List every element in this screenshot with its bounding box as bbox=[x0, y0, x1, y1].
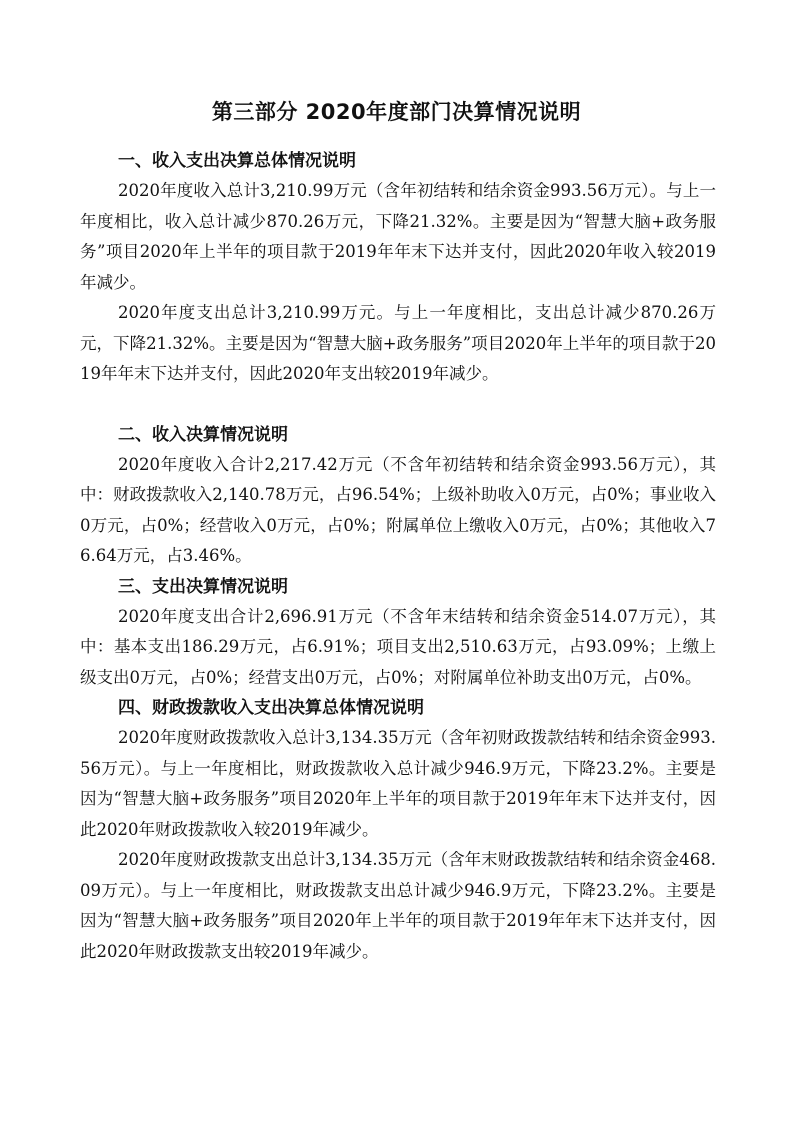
section-heading: 四、财政拨款收入支出决算总体情况说明 bbox=[118, 698, 424, 718]
paragraph: 2020年度财政拨款收入总计3,134.35万元（含年初财政拨款结转和结余资金993.56万元）。与上一年度相比，财政拨款收入总计减少946.9万元，下降23.2%。主要是因为“智慧大脑+政务服务”项目2020年上半年的项目款于2019年年末下达并支付，因此2020年财政拨款收入较2019年减少。 bbox=[80, 728, 716, 839]
section-expenditure bbox=[80, 572, 716, 694]
section-heading: 二、收入决算情况说明 bbox=[118, 424, 288, 445]
document-body bbox=[80, 146, 716, 967]
paragraph: 2020年度支出合计2,696.91万元（不含年末结转和结余资金514.07万元），其中：基本支出186.29万元，占6.91%；项目支出2,510.63万元，占93.09%；上缴上级支出0万元，占0%；经营支出0万元，占0%；对附属单位补助支出0万元，占0%。 bbox=[80, 606, 716, 687]
section-overall bbox=[80, 146, 716, 390]
page-title: 第三部分 2020年度部门决算情况说明 bbox=[211, 100, 582, 124]
section-heading: 一、收入支出决算总体情况说明 bbox=[118, 151, 356, 171]
section-heading: 三、支出决算情况说明 bbox=[118, 576, 288, 597]
paragraph: 2020年度收入总计3,210.99万元（含年初结转和结余资金993.56万元）。与上一年度相比，收入总计减少870.26万元，下降21.32%。主要是因为“智慧大脑+政务服务”项目2020年上半年的项目款于2019年年末下达并支付，因此2020年收入较2019年减少。 bbox=[80, 181, 716, 292]
section-income bbox=[80, 420, 716, 572]
section-fiscal bbox=[80, 693, 716, 967]
paragraph: 2020年度支出总计3,210.99万元。与上一年度相比，支出总计减少870.26万元，下降21.32%。主要是因为“智慧大脑+政务服务”项目2020年上半年的项目款于2019年年末下达并支付，因此2020年支出较2019年减少。 bbox=[80, 303, 716, 383]
paragraph: 2020年度收入合计2,217.42万元（不含年初结转和结余资金993.56万元），其中：财政拨款收入2,140.78万元，占96.54%；上级补助收入0万元，占0%；事业收入0万元，占0%；经营收入0万元，占0%；附属单位上缴收入0万元，占0%；其他收入76.64万元，占3.46%。 bbox=[80, 454, 716, 565]
paragraph: 2020年度财政拨款支出总计3,134.35万元（含年末财政拨款结转和结余资金468.09万元）。与上一年度相比，财政拨款支出总计减少946.9万元，下降23.2%。主要是因为“智慧大脑+政务服务”项目2020年上半年的项目款于2019年年末下达并支付，因此2020年财政拨款支出较2019年减少。 bbox=[80, 850, 716, 961]
section-spacer bbox=[80, 390, 716, 420]
